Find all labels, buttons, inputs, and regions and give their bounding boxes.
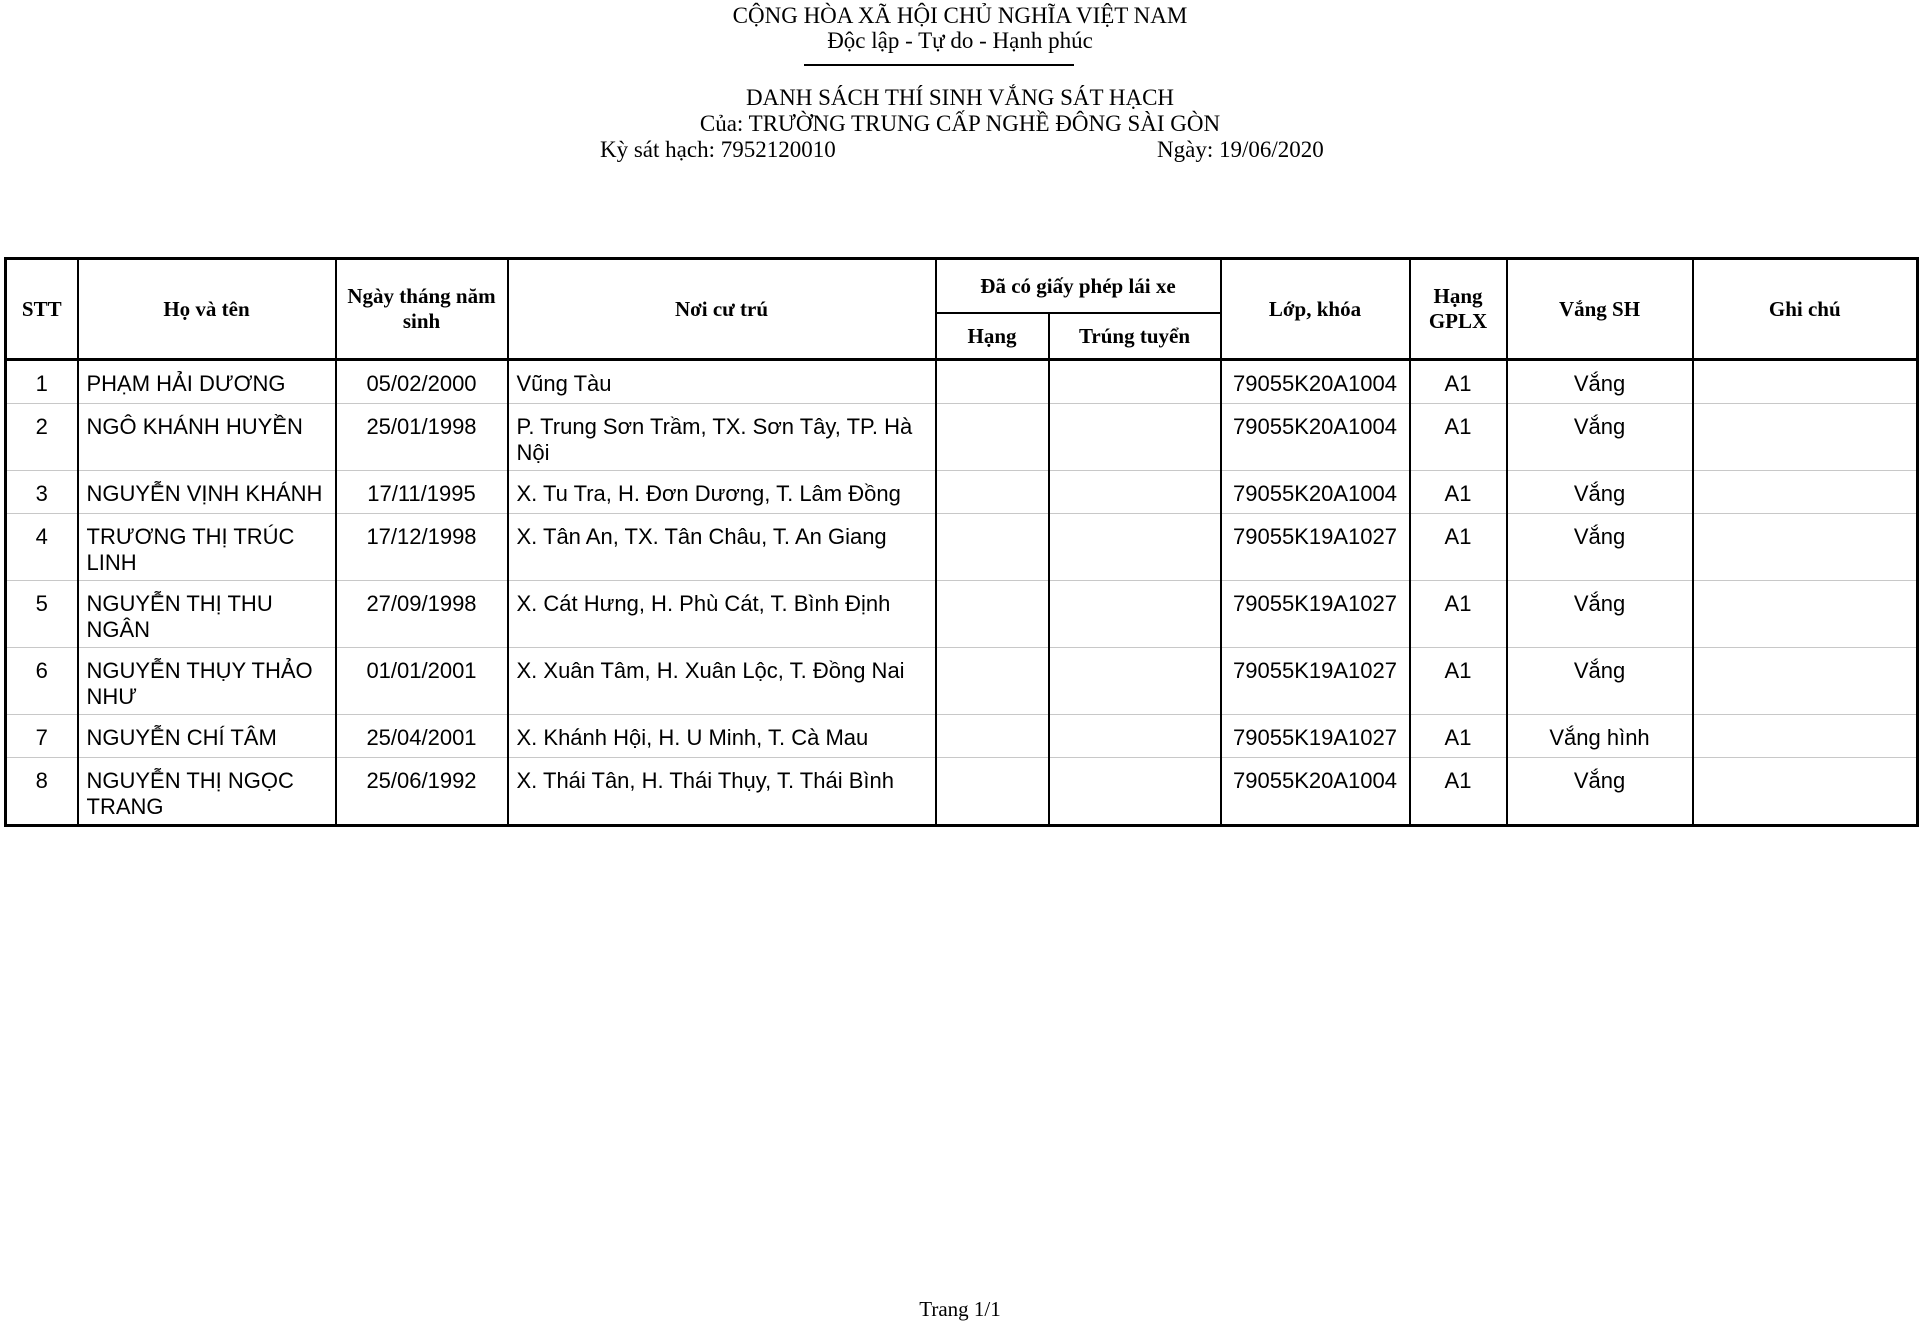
cell-absent-sh: Vắng [1507, 581, 1693, 648]
cell-note [1693, 581, 1918, 648]
cell-dob: 25/06/1992 [336, 758, 508, 826]
cell-gplx-class: A1 [1410, 471, 1507, 514]
cell-absent-sh: Vắng hình [1507, 715, 1693, 758]
table-row [6, 360, 1918, 404]
cell-dob: 17/11/1995 [336, 471, 508, 514]
table-row [6, 471, 1918, 514]
cell-class-course: 79055K20A1004 [1221, 758, 1410, 826]
cell-license-class [936, 758, 1049, 826]
cell-name: NGÔ KHÁNH HUYỀN [78, 404, 336, 471]
cell-name: PHẠM HẢI DƯƠNG [78, 360, 336, 404]
cell-residence: X. Thái Tân, H. Thái Thụy, T. Thái Bình [508, 758, 936, 826]
cell-name: NGUYỄN VỊNH KHÁNH [78, 471, 336, 514]
cell-gplx-class: A1 [1410, 360, 1507, 404]
col-stt: STT [6, 259, 78, 360]
cell-gplx-class: A1 [1410, 404, 1507, 471]
col-absent-sh: Vắng SH [1507, 259, 1693, 360]
cell-note [1693, 715, 1918, 758]
cell-dob: 25/01/1998 [336, 404, 508, 471]
cell-license-passed [1049, 715, 1221, 758]
cell-license-passed [1049, 648, 1221, 715]
col-license-group: Đã có giấy phép lái xe [936, 259, 1221, 314]
cell-license-class [936, 581, 1049, 648]
cell-gplx-class: A1 [1410, 715, 1507, 758]
cell-license-passed [1049, 404, 1221, 471]
cell-license-class [936, 404, 1049, 471]
table-row [6, 581, 1918, 648]
cell-class-course: 79055K20A1004 [1221, 471, 1410, 514]
cell-stt: 5 [6, 581, 78, 648]
cell-class-course: 79055K19A1027 [1221, 581, 1410, 648]
col-note: Ghi chú [1693, 259, 1918, 360]
table-row [6, 715, 1918, 758]
cell-absent-sh: Vắng [1507, 471, 1693, 514]
table-row [6, 404, 1918, 471]
col-class-course: Lớp, khóa [1221, 259, 1410, 360]
exam-date: Ngày: 19/06/2020 [1157, 137, 1324, 162]
table-row [6, 648, 1918, 715]
cell-license-passed [1049, 360, 1221, 404]
cell-gplx-class: A1 [1410, 648, 1507, 715]
cell-class-course: 79055K20A1004 [1221, 360, 1410, 404]
col-license-class: Hạng [936, 313, 1049, 360]
cell-class-course: 79055K20A1004 [1221, 404, 1410, 471]
col-gplx-class: Hạng GPLX [1410, 259, 1507, 360]
cell-stt: 1 [6, 360, 78, 404]
cell-dob: 01/01/2001 [336, 648, 508, 715]
table-header-row [6, 259, 1918, 314]
cell-dob: 27/09/1998 [336, 581, 508, 648]
col-dob: Ngày tháng năm sinh [336, 259, 508, 360]
cell-residence: Vũng Tàu [508, 360, 936, 404]
cell-stt: 6 [6, 648, 78, 715]
cell-residence: X. Khánh Hội, H. U Minh, T. Cà Mau [508, 715, 936, 758]
page-number: Trang 1/1 [919, 1297, 1001, 1321]
cell-residence: P. Trung Sơn Trầm, TX. Sơn Tây, TP. Hà Nội [508, 404, 936, 471]
cell-note [1693, 648, 1918, 715]
absent-candidates-table [4, 257, 1919, 827]
cell-gplx-class: A1 [1410, 581, 1507, 648]
cell-stt: 2 [6, 404, 78, 471]
cell-residence: X. Cát Hưng, H. Phù Cát, T. Bình Định [508, 581, 936, 648]
cell-absent-sh: Vắng [1507, 360, 1693, 404]
cell-license-class [936, 715, 1049, 758]
cell-residence: X. Tu Tra, H. Đơn Dương, T. Lâm Đồng [508, 471, 936, 514]
col-license-passed: Trúng tuyển [1049, 313, 1221, 360]
cell-note [1693, 758, 1918, 826]
cell-absent-sh: Vắng [1507, 404, 1693, 471]
document-title: DANH SÁCH THÍ SINH VẮNG SÁT HẠCH [745, 85, 1175, 110]
table-row [6, 758, 1918, 826]
cell-note [1693, 514, 1918, 581]
cell-license-passed [1049, 471, 1221, 514]
cell-gplx-class: A1 [1410, 758, 1507, 826]
cell-note [1693, 404, 1918, 471]
cell-name: NGUYỄN THỤY THẢO NHƯ [78, 648, 336, 715]
cell-class-course: 79055K19A1027 [1221, 648, 1410, 715]
cell-name: NGUYỄN THỊ THU NGÂN [78, 581, 336, 648]
exam-session: Kỳ sát hạch: 7952120010 [600, 137, 836, 162]
cell-name: NGUYỄN THỊ NGỌC TRANG [78, 758, 336, 826]
motto-underline [804, 64, 1074, 66]
cell-license-class [936, 471, 1049, 514]
cell-name: TRƯƠNG THỊ TRÚC LINH [78, 514, 336, 581]
cell-gplx-class: A1 [1410, 514, 1507, 581]
cell-absent-sh: Vắng [1507, 758, 1693, 826]
cell-dob: 17/12/1998 [336, 514, 508, 581]
cell-absent-sh: Vắng [1507, 648, 1693, 715]
national-title: CỘNG HÒA XÃ HỘI CHỦ NGHĨA VIỆT NAM [732, 3, 1188, 28]
cell-license-class [936, 360, 1049, 404]
cell-stt: 4 [6, 514, 78, 581]
cell-stt: 7 [6, 715, 78, 758]
table-row [6, 514, 1918, 581]
cell-note [1693, 360, 1918, 404]
cell-license-class [936, 648, 1049, 715]
cell-dob: 05/02/2000 [336, 360, 508, 404]
cell-class-course: 79055K19A1027 [1221, 514, 1410, 581]
cell-dob: 25/04/2001 [336, 715, 508, 758]
col-name: Họ và tên [78, 259, 336, 360]
cell-residence: X. Tân An, TX. Tân Châu, T. An Giang [508, 514, 936, 581]
cell-name: NGUYỄN CHÍ TÂM [78, 715, 336, 758]
cell-class-course: 79055K19A1027 [1221, 715, 1410, 758]
cell-note [1693, 471, 1918, 514]
national-motto: Độc lập - Tự do - Hạnh phúc [827, 28, 1093, 53]
cell-stt: 8 [6, 758, 78, 826]
cell-license-class [936, 514, 1049, 581]
organization-line: Của: TRƯỜNG TRUNG CẤP NGHỀ ĐÔNG SÀI GÒN [699, 111, 1221, 136]
cell-absent-sh: Vắng [1507, 514, 1693, 581]
cell-license-passed [1049, 758, 1221, 826]
cell-residence: X. Xuân Tâm, H. Xuân Lộc, T. Đồng Nai [508, 648, 936, 715]
cell-license-passed [1049, 514, 1221, 581]
cell-stt: 3 [6, 471, 78, 514]
col-residence: Nơi cư trú [508, 259, 936, 360]
cell-license-passed [1049, 581, 1221, 648]
